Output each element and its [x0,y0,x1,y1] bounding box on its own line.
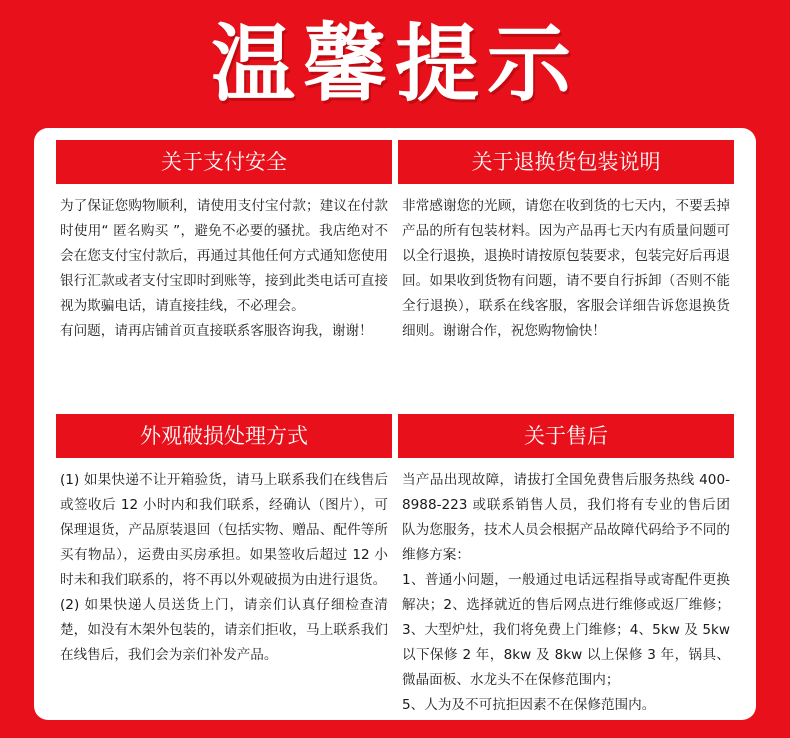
section-paragraph: 有问题，请再店铺首页直接联系客服咨询我，谢谢！ [60,323,373,339]
section-heading: 关于支付安全 [56,140,392,184]
section-paragraph: 5、人为及不可抗拒因素不在保修范围内。 [402,697,656,713]
payment-safety-section [56,140,392,344]
section-body [398,468,734,718]
section-heading: 关于退换货包装说明 [398,140,734,184]
notice-card [34,128,756,720]
section-heading: 关于售后 [398,414,734,458]
section-paragraph: 1、普通小问题，一般通过电话远程指导或寄配件更换解决；2、选择就近的售后网点进行维修或返厂维修；3、大型炉灶，我们将免费上门维修；4、5kw 及 5kw 以下保修 2 年，8kw 及 8kw 以上保修 3 年，锅具、微晶面板、水龙头不在保修范围内； [402,572,730,688]
section-paragraph: (1) 如果快递不让开箱验货，请马上联系我们在线售后或签收后 12 小时内和我们联系，经确认（图片），可保理退货，产品原装退回（包括实物、赠品、配件等所买有物品），运费由买房承担。如果签收后超过 12 小时未和我们联系的，将不再以外观破损为由进行退货。 [60,472,388,588]
section-body [56,194,392,344]
section-paragraph: 当产品出现故障，请拔打全国免费售后服务热线 400-8988-223 或联系销售人员，我们将有专业的售后团队为您服务，技术人员会根据产品故障代码给予不同的维修方案： [402,472,730,563]
section-heading: 外观破损处理方式 [56,414,392,458]
section-body [398,194,734,344]
page-title: 温馨提示 [210,15,579,113]
section-paragraph: (2) 如果快递人员送货上门，请亲们认真仔细检查清楚，如没有木架外包装的，请亲们拒收，马上联系我们在线售后，我们会为亲们补发产品。 [60,597,388,663]
damage-handling-section [56,414,392,668]
after-sales-section [398,414,734,718]
section-paragraph: 非常感谢您的光顾，请您在收到货的七天内，不要丢掉产品的所有包装材料。因为产品再七天内有质量问题可以全行退换，退换时请按原包装要求，包装完好后再退回。如果收到货物有问题，请不要自行拆卸（否则不能全行退换），联系在线客服，客服会详细告诉您退换货细则。谢谢合作，祝您购物愉快！ [402,198,730,339]
section-paragraph: 为了保证您购物顺利，请使用支付宝付款；建议在付款时使用“ 匿名购买 ”，避免不必要的骚扰。我店绝对不会在您支付宝付款后，再通过其他任何方式通知您使用银行汇款或者支付宝即时到账等，接到此类电话可直接视为欺骗电话，请直接挂线，不必理会。 [60,198,388,314]
return-packaging-section [398,140,734,344]
section-body [56,468,392,668]
